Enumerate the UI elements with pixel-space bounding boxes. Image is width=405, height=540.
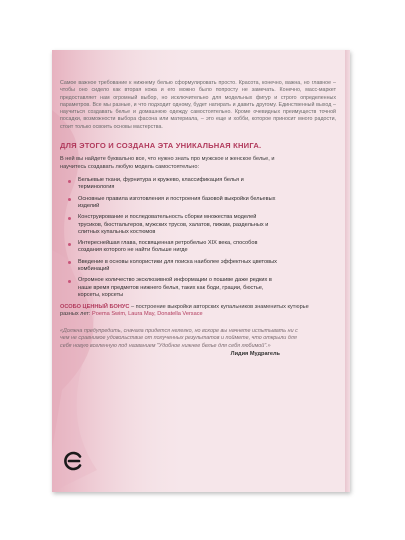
bullet-icon — [68, 280, 71, 283]
publisher-logo-icon — [63, 450, 85, 472]
headline: ДЛЯ ЭТОГО И СОЗДАНА ЭТА УНИКАЛЬНАЯ КНИГА. — [60, 141, 262, 151]
bonus-text: – построение выкройки авторских купальников знаменитых кутюрье разных лет: — [60, 304, 309, 318]
bullet-icon — [68, 198, 71, 201]
feature-list — [60, 177, 280, 299]
page-edge — [345, 50, 350, 492]
list-item: Конструирование и последовательность сборки множества моделей трусиков, бюстгальтеров, мужских трусов, халатов, пижам, раздельных и слитных купальных костюмов — [60, 214, 280, 236]
author-name: Лидия Мудрагель — [230, 351, 280, 358]
bullet-icon — [68, 217, 71, 220]
bullet-icon — [68, 243, 71, 246]
bonus-label: ОСОБО ЦЕННЫЙ БОНУС — [60, 304, 130, 311]
book-back-cover — [52, 50, 350, 492]
list-item: Основные правила изготовления и построения базовой выкройки бельевых изделий — [60, 196, 280, 210]
author-quote: «Должна предупредить, сначала придется нелегко, но вскоре вы начнете испытывать ни с чем не сравнимое удовольствие от полученных результатов и поймете, что открыли для себя новую вселенную под названием "Удобное нижнее белье для себя любимой".» — [60, 327, 298, 349]
bullet-icon — [68, 261, 71, 264]
list-item: Бельевые ткани, фурнитура и кружево, классификация белья и терминология — [60, 177, 280, 191]
list-item: Огромное количество эксклюзивной информации о пошиве даже редких в наше время предметов нижнего белья, таких как боди, грации, бюстье, корсеты, корсеты — [60, 277, 280, 299]
bonus-paragraph — [60, 304, 310, 319]
list-item: Интереснейшая глава, посвященная ретробелью XIX века, способов создания которого не найти больше нигде — [60, 240, 280, 254]
bullet-icon — [68, 180, 71, 183]
cover-text — [60, 80, 336, 357]
bonus-names: Poema Swim, Laura May, Donatella Versace — [92, 311, 203, 318]
intro-paragraph: Самое важное требование к нижнему белью сформулировать просто. Красота, конечно, важна, но главное – чтобы оно сидело как вторая кожа и его можно было попросту не замечать. Конечно, масс-маркет предоставляет нам огромный выбор, но исключительно для модельных фигур и строго определенных параметров. Все мы разные, и что подходит одному, будет натирать и давить другому. Единственный выход – научиться создавать белье и домашнюю одежду самостоятельно. Кроме очевидных преимуществ точной посадки, возможности выбора фасона или материала, – это еще и хобби, которое приносит много радости, стоит только освоить основы мастерства. — [60, 80, 336, 130]
list-item: Введение в основы колористики для поиска наиболее эффектных цветовых комбинаций — [60, 259, 280, 273]
lead-paragraph: В ней вы найдете буквально все, что нужно знать про мужское и женское белье, и научитесь создавать любую модель самостоятельно: — [60, 156, 275, 170]
